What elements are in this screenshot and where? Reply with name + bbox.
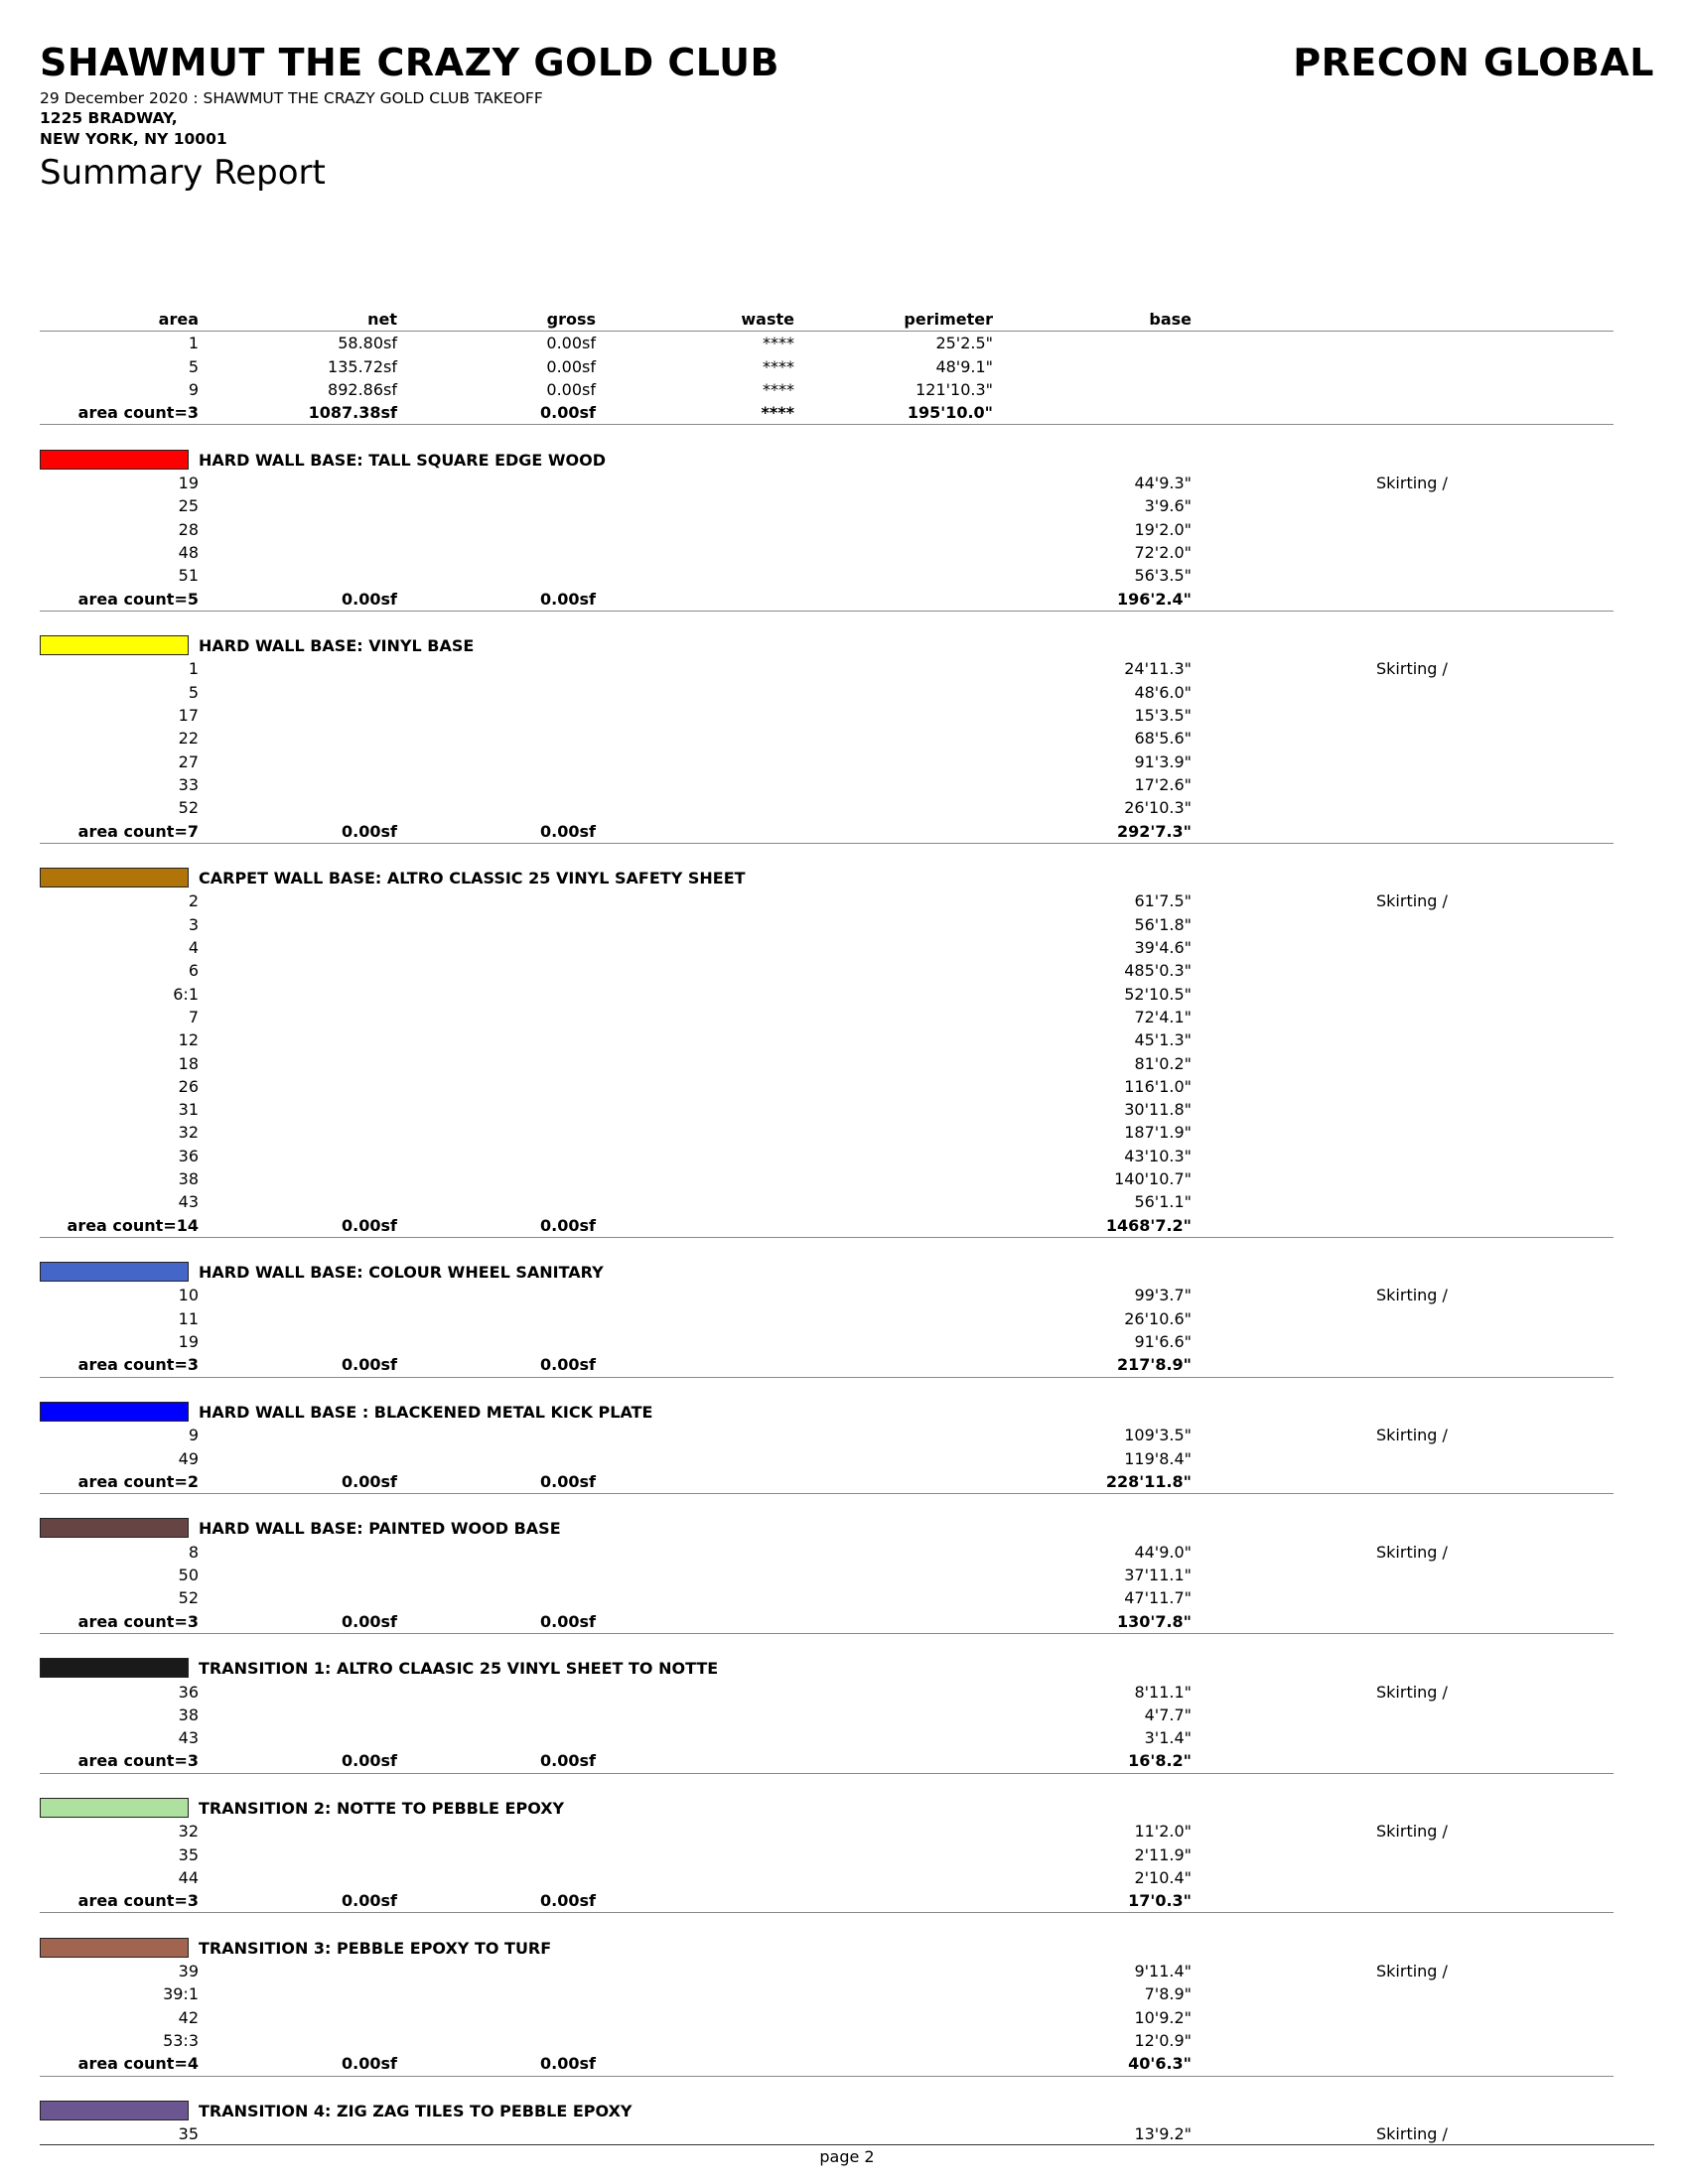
- table-row: [40, 983, 1614, 1006]
- table-row: [40, 1960, 1614, 1982]
- column-header-gross: gross: [546, 310, 596, 329]
- area-cell: 22: [178, 729, 199, 749]
- area-count-cell: area count=3: [77, 1891, 199, 1911]
- base-total-cell: 16'8.2": [1128, 1751, 1192, 1771]
- area-count-cell: area count=3: [77, 1355, 199, 1375]
- area-cell: 6:1: [173, 984, 199, 1004]
- table-row: [40, 332, 1614, 354]
- total-row: [40, 401, 1614, 425]
- note-cell: Skirting /: [1376, 474, 1448, 493]
- area-cell: 12: [178, 1030, 199, 1050]
- base-cell: 26'10.6": [1124, 1308, 1192, 1328]
- table-row: [40, 541, 1614, 564]
- table-row: [40, 1307, 1614, 1330]
- area-cell: 43: [178, 1192, 199, 1212]
- base-cell: 2'11.9": [1134, 1844, 1192, 1864]
- color-swatch: [40, 868, 189, 887]
- area-cell: 53:3: [163, 2030, 199, 2050]
- gross-total-cell: 0.00sf: [540, 589, 596, 609]
- report-title: Summary Report: [40, 153, 326, 193]
- base-cell: 109'3.5": [1124, 1426, 1192, 1445]
- base-total-cell: 40'6.3": [1128, 2054, 1192, 2074]
- table-row: [40, 1145, 1614, 1167]
- note-cell: Skirting /: [1376, 1962, 1448, 1981]
- area-cell: 19: [178, 474, 199, 493]
- perimeter-cell: 48'9.1": [935, 356, 993, 376]
- category-list: [40, 425, 1614, 2145]
- base-cell: 61'7.5": [1134, 891, 1192, 911]
- base-cell: 44'9.3": [1134, 474, 1192, 493]
- net-total-cell: 0.00sf: [342, 589, 397, 609]
- area-count-cell: area count=3: [77, 403, 199, 423]
- section-spacer: [40, 1238, 1614, 1261]
- section-spacer: [40, 425, 1614, 448]
- area-cell: 32: [178, 1123, 199, 1143]
- area-cell: 5: [188, 682, 199, 702]
- base-total-cell: 196'2.4": [1117, 589, 1192, 609]
- base-total-cell: 292'7.3": [1117, 821, 1192, 841]
- waste-cell: ****: [763, 379, 794, 399]
- color-swatch: [40, 2101, 189, 2120]
- area-cell: 7: [188, 1007, 199, 1026]
- note-cell: Skirting /: [1376, 2124, 1448, 2144]
- area-cell: 9: [188, 1426, 199, 1445]
- column-header-perimeter: perimeter: [904, 310, 993, 329]
- gross-total-cell: 0.00sf: [540, 1215, 596, 1235]
- table-row: [40, 1284, 1614, 1306]
- area-cell: 36: [178, 1682, 199, 1702]
- column-header-row: [40, 308, 1614, 332]
- net-total-cell: 0.00sf: [342, 1611, 397, 1631]
- table-row: [40, 1052, 1614, 1075]
- area-cell: 31: [178, 1100, 199, 1120]
- base-cell: 47'11.7": [1124, 1588, 1192, 1608]
- base-cell: 56'1.1": [1134, 1192, 1192, 1212]
- area-cell: 26: [178, 1076, 199, 1096]
- area-count-cell: area count=7: [77, 821, 199, 841]
- gross-cell: 0.00sf: [546, 334, 596, 353]
- net-total-cell: 1087.38sf: [308, 403, 397, 423]
- category-title: CARPET WALL BASE: ALTRO CLASSIC 25 VINYL SAFETY SHEET: [199, 869, 746, 888]
- base-cell: 4'7.7": [1144, 1705, 1192, 1724]
- base-cell: 12'0.9": [1134, 2030, 1192, 2050]
- base-cell: 2'10.4": [1134, 1867, 1192, 1887]
- total-row: [40, 1214, 1614, 1238]
- table-row: [40, 727, 1614, 750]
- perimeter-cell: 25'2.5": [935, 334, 993, 353]
- base-cell: 10'9.2": [1134, 2007, 1192, 2027]
- base-cell: 39'4.6": [1134, 938, 1192, 958]
- base-total-cell: 228'11.8": [1105, 1471, 1192, 1491]
- table-row: [40, 1006, 1614, 1028]
- category-header: [40, 1937, 1614, 1960]
- table-row: [40, 1681, 1614, 1704]
- area-cell: 33: [178, 774, 199, 794]
- area-cell: 9: [188, 379, 199, 399]
- net-total-cell: 0.00sf: [342, 1751, 397, 1771]
- color-swatch: [40, 1938, 189, 1958]
- report-header: [40, 40, 1654, 308]
- gross-total-cell: 0.00sf: [540, 403, 596, 423]
- table-row: [40, 2006, 1614, 2029]
- base-cell: 485'0.3": [1124, 961, 1192, 981]
- note-cell: Skirting /: [1376, 1682, 1448, 1702]
- category-title: HARD WALL BASE: COLOUR WHEEL SANITARY: [199, 1263, 604, 1283]
- area-count-cell: area count=2: [77, 1471, 199, 1491]
- column-header-net: net: [367, 310, 397, 329]
- base-cell: 72'4.1": [1134, 1007, 1192, 1026]
- area-cell: 51: [178, 566, 199, 586]
- area-cell: 6: [188, 961, 199, 981]
- net-total-cell: 0.00sf: [342, 821, 397, 841]
- table-row: [40, 355, 1614, 378]
- table-row: [40, 1820, 1614, 1843]
- gross-total-cell: 0.00sf: [540, 2054, 596, 2074]
- base-cell: 45'1.3": [1134, 1030, 1192, 1050]
- area-cell: 42: [178, 2007, 199, 2027]
- address-line-1: 1225 BRADWAY,: [40, 109, 178, 127]
- color-swatch: [40, 1798, 189, 1818]
- total-row: [40, 2052, 1614, 2076]
- table-row: [40, 1704, 1614, 1726]
- base-cell: 140'10.7": [1114, 1168, 1192, 1188]
- page-footer: [40, 2144, 1654, 2166]
- perimeter-total-cell: 195'10.0": [907, 403, 993, 423]
- category-header: [40, 1657, 1614, 1680]
- base-cell: 17'2.6": [1134, 774, 1192, 794]
- summary-table: [40, 308, 1614, 2145]
- net-cell: 58.80sf: [338, 334, 397, 353]
- total-row: [40, 1749, 1614, 1773]
- company-name: PRECON GLOBAL: [1293, 41, 1654, 84]
- table-row: [40, 472, 1614, 494]
- area-cell: 5: [188, 356, 199, 376]
- area-cell: 50: [178, 1566, 199, 1585]
- first-group: [40, 332, 1614, 425]
- category-title: HARD WALL BASE: PAINTED WOOD BASE: [199, 1519, 561, 1539]
- base-cell: 11'2.0": [1134, 1822, 1192, 1842]
- note-cell: Skirting /: [1376, 1822, 1448, 1842]
- table-row: [40, 681, 1614, 704]
- category-header: [40, 1401, 1614, 1424]
- table-row: [40, 1982, 1614, 2005]
- area-cell: 44: [178, 1867, 199, 1887]
- base-cell: 81'0.2": [1134, 1053, 1192, 1073]
- category-header: [40, 867, 1614, 889]
- table-row: [40, 1866, 1614, 1889]
- net-cell: 892.86sf: [328, 379, 397, 399]
- area-cell: 38: [178, 1168, 199, 1188]
- table-row: [40, 657, 1614, 680]
- note-cell: Skirting /: [1376, 1426, 1448, 1445]
- category-header: [40, 1517, 1614, 1540]
- table-row: [40, 1541, 1614, 1564]
- table-row: [40, 704, 1614, 727]
- perimeter-cell: 121'10.3": [915, 379, 993, 399]
- section-spacer: [40, 1913, 1614, 1936]
- net-total-cell: 0.00sf: [342, 2054, 397, 2074]
- base-cell: 52'10.5": [1124, 984, 1192, 1004]
- base-cell: 91'6.6": [1134, 1332, 1192, 1352]
- table-row: [40, 1190, 1614, 1213]
- gross-cell: 0.00sf: [546, 356, 596, 376]
- table-row: [40, 1121, 1614, 1144]
- area-cell: 36: [178, 1146, 199, 1165]
- base-total-cell: 17'0.3": [1128, 1891, 1192, 1911]
- table-row: [40, 1098, 1614, 1121]
- base-cell: 7'8.9": [1144, 1984, 1192, 2004]
- note-cell: Skirting /: [1376, 1286, 1448, 1305]
- table-row: [40, 1167, 1614, 1190]
- base-cell: 24'11.3": [1124, 659, 1192, 679]
- section-spacer: [40, 1774, 1614, 1797]
- base-cell: 13'9.2": [1134, 2124, 1192, 2144]
- color-swatch: [40, 450, 189, 470]
- category-title: TRANSITION 1: ALTRO CLAASIC 25 VINYL SHEET TO NOTTE: [199, 1659, 719, 1679]
- base-cell: 68'5.6": [1134, 729, 1192, 749]
- total-row: [40, 1470, 1614, 1494]
- area-count-cell: area count=3: [77, 1611, 199, 1631]
- section-spacer: [40, 1378, 1614, 1401]
- area-count-cell: area count=3: [77, 1751, 199, 1771]
- gross-cell: 0.00sf: [546, 379, 596, 399]
- column-header-area: area: [158, 310, 199, 329]
- color-swatch: [40, 1262, 189, 1282]
- base-cell: 30'11.8": [1124, 1100, 1192, 1120]
- area-cell: 27: [178, 751, 199, 771]
- area-cell: 1: [188, 334, 199, 353]
- area-cell: 11: [178, 1308, 199, 1328]
- category-header: [40, 449, 1614, 472]
- base-cell: 9'11.4": [1134, 1962, 1192, 1981]
- area-count-cell: area count=5: [77, 589, 199, 609]
- column-header-base: base: [1149, 310, 1192, 329]
- base-cell: 99'3.7": [1134, 1286, 1192, 1305]
- category-title: HARD WALL BASE: TALL SQUARE EDGE WOOD: [199, 450, 607, 470]
- base-cell: 43'10.3": [1124, 1146, 1192, 1165]
- total-row: [40, 588, 1614, 612]
- gross-total-cell: 0.00sf: [540, 821, 596, 841]
- base-cell: 119'8.4": [1124, 1448, 1192, 1468]
- table-row: [40, 1447, 1614, 1470]
- table-row: [40, 1843, 1614, 1866]
- table-row: [40, 518, 1614, 541]
- base-cell: 8'11.1": [1134, 1682, 1192, 1702]
- table-row: [40, 796, 1614, 819]
- report-page: [40, 40, 1654, 2145]
- category-header: [40, 1261, 1614, 1284]
- table-row: [40, 1424, 1614, 1446]
- table-row: [40, 378, 1614, 401]
- area-cell: 49: [178, 1448, 199, 1468]
- area-cell: 18: [178, 1053, 199, 1073]
- gross-total-cell: 0.00sf: [540, 1471, 596, 1491]
- table-row: [40, 494, 1614, 517]
- note-cell: Skirting /: [1376, 659, 1448, 679]
- base-cell: 56'3.5": [1134, 566, 1192, 586]
- waste-cell: ****: [763, 356, 794, 376]
- base-cell: 37'11.1": [1124, 1566, 1192, 1585]
- area-cell: 17: [178, 706, 199, 726]
- area-count-cell: area count=14: [67, 1215, 199, 1235]
- table-row: [40, 2122, 1614, 2145]
- base-total-cell: 217'8.9": [1117, 1355, 1192, 1375]
- table-row: [40, 1330, 1614, 1353]
- base-cell: 187'1.9": [1124, 1123, 1192, 1143]
- base-cell: 3'9.6": [1144, 496, 1192, 516]
- base-cell: 72'2.0": [1134, 542, 1192, 562]
- color-swatch: [40, 1518, 189, 1538]
- area-cell: 35: [178, 1844, 199, 1864]
- color-swatch: [40, 1658, 189, 1678]
- table-row: [40, 773, 1614, 796]
- total-row: [40, 1889, 1614, 1913]
- section-spacer: [40, 2077, 1614, 2100]
- area-cell: 28: [178, 519, 199, 539]
- base-cell: 15'3.5": [1134, 706, 1192, 726]
- area-cell: 39: [178, 1962, 199, 1981]
- column-header-waste: waste: [741, 310, 794, 329]
- address-line-2: NEW YORK, NY 10001: [40, 130, 227, 148]
- gross-total-cell: 0.00sf: [540, 1611, 596, 1631]
- table-row: [40, 959, 1614, 982]
- gross-total-cell: 0.00sf: [540, 1751, 596, 1771]
- total-row: [40, 1610, 1614, 1634]
- gross-total-cell: 0.00sf: [540, 1355, 596, 1375]
- area-cell: 32: [178, 1822, 199, 1842]
- table-row: [40, 1564, 1614, 1586]
- color-swatch: [40, 635, 189, 655]
- area-cell: 48: [178, 542, 199, 562]
- area-cell: 3: [188, 914, 199, 934]
- area-count-cell: area count=4: [77, 2054, 199, 2074]
- base-cell: 26'10.3": [1124, 798, 1192, 818]
- base-cell: 3'1.4": [1144, 1728, 1192, 1748]
- waste-cell: ****: [763, 334, 794, 353]
- table-row: [40, 1726, 1614, 1749]
- category-title: HARD WALL BASE: VINYL BASE: [199, 636, 475, 656]
- area-cell: 19: [178, 1332, 199, 1352]
- area-cell: 38: [178, 1705, 199, 1724]
- category-header: [40, 634, 1614, 657]
- color-swatch: [40, 1402, 189, 1422]
- base-cell: 19'2.0": [1134, 519, 1192, 539]
- table-row: [40, 1075, 1614, 1098]
- table-row: [40, 1028, 1614, 1051]
- section-spacer: [40, 1494, 1614, 1517]
- section-spacer: [40, 1634, 1614, 1657]
- base-cell: 91'3.9": [1134, 751, 1192, 771]
- area-cell: 35: [178, 2124, 199, 2144]
- area-cell: 10: [178, 1286, 199, 1305]
- base-cell: 56'1.8": [1134, 914, 1192, 934]
- table-row: [40, 1586, 1614, 1609]
- gross-total-cell: 0.00sf: [540, 1891, 596, 1911]
- base-cell: 48'6.0": [1134, 682, 1192, 702]
- table-row: [40, 751, 1614, 773]
- project-title: SHAWMUT THE CRAZY GOLD CLUB: [40, 41, 779, 84]
- table-row: [40, 2029, 1614, 2052]
- net-cell: 135.72sf: [328, 356, 397, 376]
- note-cell: Skirting /: [1376, 891, 1448, 911]
- area-cell: 1: [188, 659, 199, 679]
- base-total-cell: 130'7.8": [1117, 1611, 1192, 1631]
- category-title: TRANSITION 3: PEBBLE EPOXY TO TURF: [199, 1938, 552, 1958]
- area-cell: 52: [178, 1588, 199, 1608]
- waste-total-cell: ****: [761, 403, 794, 423]
- table-row: [40, 564, 1614, 587]
- area-cell: 43: [178, 1728, 199, 1748]
- net-total-cell: 0.00sf: [342, 1891, 397, 1911]
- area-cell: 52: [178, 798, 199, 818]
- category-title: TRANSITION 4: ZIG ZAG TILES TO PEBBLE EPOXY: [199, 2101, 633, 2120]
- base-total-cell: 1468'7.2": [1105, 1215, 1192, 1235]
- table-row: [40, 889, 1614, 912]
- section-spacer: [40, 612, 1614, 634]
- note-cell: Skirting /: [1376, 1542, 1448, 1562]
- table-row: [40, 936, 1614, 959]
- net-total-cell: 0.00sf: [342, 1355, 397, 1375]
- area-cell: 2: [188, 891, 199, 911]
- category-header: [40, 2100, 1614, 2122]
- section-spacer: [40, 844, 1614, 867]
- total-row: [40, 820, 1614, 844]
- category-header: [40, 1797, 1614, 1820]
- area-cell: 25: [178, 496, 199, 516]
- base-cell: 44'9.0": [1134, 1542, 1192, 1562]
- area-cell: 39:1: [163, 1984, 199, 2004]
- page-number: page 2: [819, 2147, 875, 2166]
- area-cell: 4: [188, 938, 199, 958]
- date-line: 29 December 2020 : SHAWMUT THE CRAZY GOLD CLUB TAKEOFF: [40, 89, 543, 107]
- area-cell: 8: [188, 1542, 199, 1562]
- base-cell: 116'1.0": [1124, 1076, 1192, 1096]
- table-row: [40, 913, 1614, 936]
- category-title: HARD WALL BASE : BLACKENED METAL KICK PLATE: [199, 1402, 653, 1422]
- net-total-cell: 0.00sf: [342, 1471, 397, 1491]
- net-total-cell: 0.00sf: [342, 1215, 397, 1235]
- category-title: TRANSITION 2: NOTTE TO PEBBLE EPOXY: [199, 1799, 565, 1818]
- total-row: [40, 1353, 1614, 1377]
